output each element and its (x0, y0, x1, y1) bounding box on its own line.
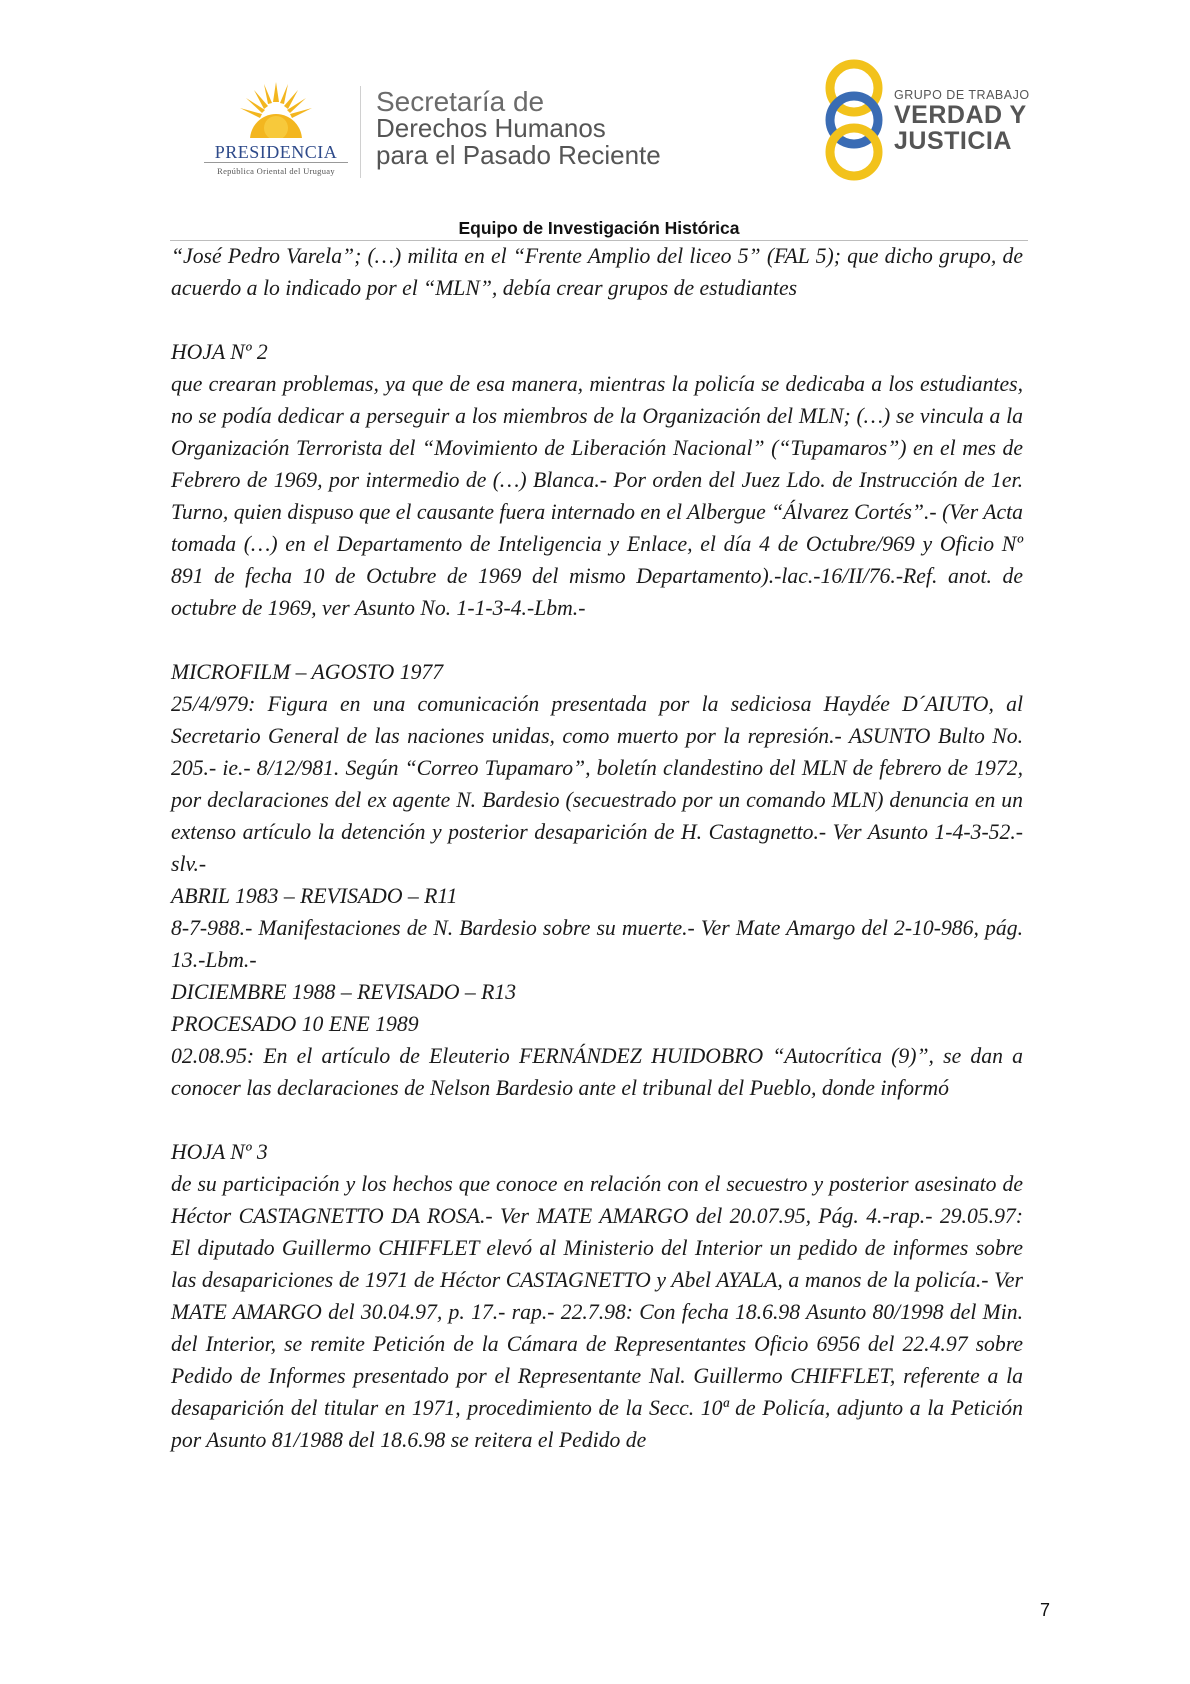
section-heading: MICROFILM – AGOSTO 1977 (171, 660, 444, 684)
sun-icon (236, 80, 316, 142)
page-header (0, 0, 1190, 240)
page-number: 7 (1039, 1600, 1050, 1620)
presidencia-subtitle: República Oriental del Uruguay (217, 166, 335, 176)
secretaria-line-2: Derechos Humanos (376, 113, 606, 143)
gtvj-line-1: GRUPO DE TRABAJO (894, 88, 1030, 102)
paragraph: de su participación y los hechos que conoce en relación con el secuestro y posterior asesinato de Héctor CASTAGNETTO DA ROSA.- Ver MATE AMARGO del 20.07.95, Pág. 4.-rap.- 29.05.97: El diputado Guillermo CHIFFLET elevó al Ministerio del Interior un pedido de informes sobre las desapariciones de 1971 de Héctor CASTAGNETTO y Abel AYALA, a manos de la policía.- Ver MATE AMARGO del 30.04.97, p. 17.- rap.- 22.7.98: Con fecha 18.6.98 Asunto 80/1998 del Min. del Interior, se remite Petición de la Cámara de Representantes Oficio 6956 del 22.4.97 sobre Pedido de Informes presentado por el Representante Nal. Guillermo CHIFFLET, referente a la desaparición del titular en 1971, procedimiento de la Secc. 10ª de Policía, adjunto a la Petición por Asunto 81/1988 del 18.6.98 se reitera el Pedido de (171, 1172, 1023, 1452)
secretaria-line-3: para el Pasado Reciente (376, 140, 661, 170)
secretaria-logo-text (376, 88, 661, 169)
gtvj-line-3: JUSTICIA (894, 127, 1012, 155)
gtvj-line-2: VERDAD Y (894, 101, 1027, 129)
sheet-heading: HOJA Nº 2 (171, 340, 268, 364)
paragraph: “José Pedro Varela”; (…) milita en el “Frente Amplio del liceo 5” (FAL 5); que dicho grupo, de acuerdo a lo indicado por el “MLN”, debía crear grupos de estudiantes (171, 244, 1023, 300)
team-title: Equipo de Investigación Histórica (458, 218, 740, 238)
verdad-justicia-logo (820, 58, 1050, 182)
paragraph: DICIEMBRE 1988 – REVISADO – R13 (171, 980, 517, 1004)
logo-divider (360, 86, 361, 178)
presidencia-logo (196, 80, 356, 180)
paragraph: 25/4/979: Figura en una comunicación presentada por la sediciosa Haydée D´AIUTO, al Secretario General de las naciones unidas, como muerto por la represión.- ASUNTO Bulto No. 205.- ie.- 8/12/981. Según “Correo Tupamaro”, boletín clandestino del MLN de febrero de 1972, por declaraciones del ex agente N. Bardesio (secuestrado por un comando MLN) denuncia en un extenso artículo la detención y posterior desaparición de H. Castagnetto.- Ver Asunto 1-4-3-52.-slv.- (171, 692, 1023, 876)
document-body (171, 240, 1023, 1456)
paragraph: que crearan problemas, ya que de esa manera, mientras la policía se dedicaba a los estudiantes, no se podía dedicar a perseguir a los miembros de la Organización del MLN; (…) se vincula a la Organización Terrorista del “Movimiento de Liberación Nacional” (“Tupamaros”) en el mes de Febrero de 1969, por intermedio de (…) Blanca.- Por orden del Juez Ldo. de Instrucción de 1er. Turno, quien dispuso que el causante fuera internado en el Albergue “Álvarez Cortés”.- (Ver Acta tomada (…) en el Departamento de Inteligencia y Enlace, el día 4 de Octubre/969 y Oficio Nº 891 de fecha 10 de Octubre de 1969 del mismo Departamento).-lac.-16/II/76.-Ref. anot. de octubre de 1969, ver Asunto No. 1-1-3-4.-Lbm.- (171, 372, 1023, 620)
paragraph: 02.08.95: En el artículo de Eleuterio FERNÁNDEZ HUIDOBRO “Autocrítica (9)”, se dan a conocer las declaraciones de Nelson Bardesio ante el tribunal del Pueblo, donde informó (171, 1044, 1023, 1100)
secretaria-line-1: Secretaría de (376, 86, 545, 117)
paragraph: ABRIL 1983 – REVISADO – R11 (171, 884, 458, 908)
rings-icon (820, 58, 890, 182)
presidencia-title: PRESIDENCIA (214, 142, 338, 162)
paragraph: PROCESADO 10 ENE 1989 (171, 1012, 419, 1036)
paragraph: 8-7-988.- Manifestaciones de N. Bardesio sobre su muerte.- Ver Mate Amargo del 2-10-986, pág. 13.-Lbm.- (171, 916, 1023, 972)
sheet-heading: HOJA Nº 3 (171, 1140, 268, 1164)
